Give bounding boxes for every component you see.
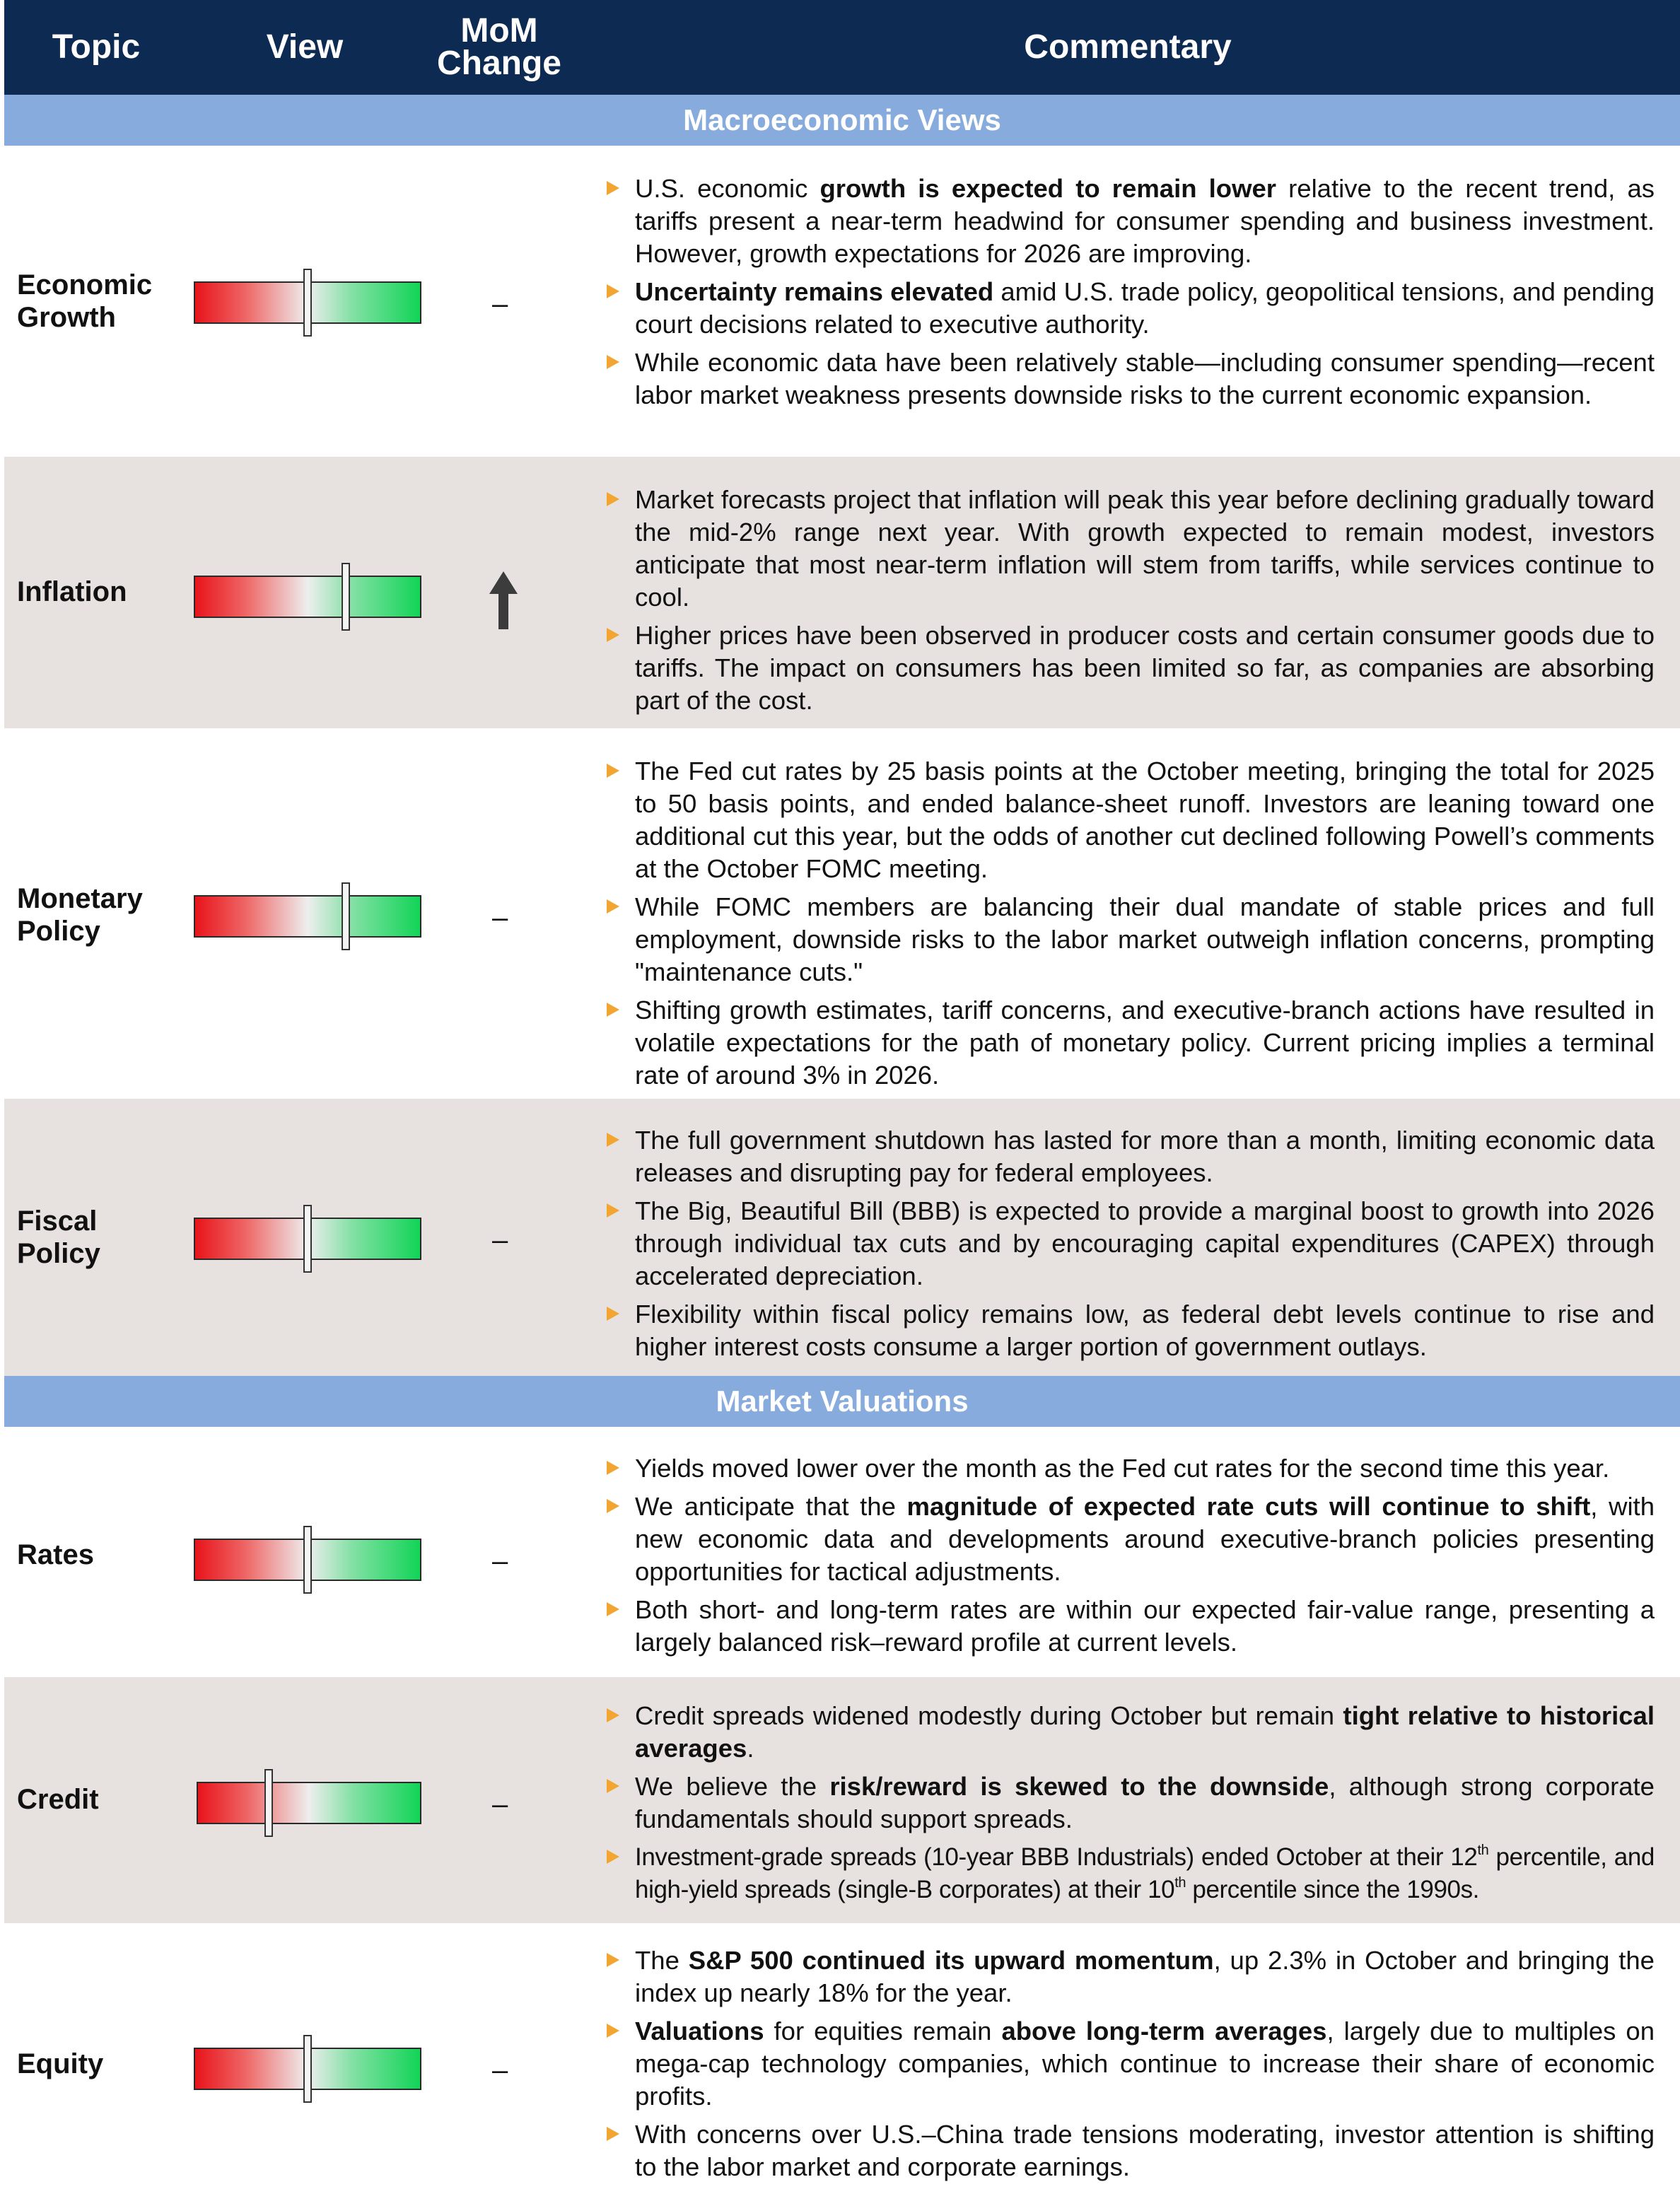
gauge-needle [303,269,312,337]
topic-label [17,269,152,334]
text: , up 2.3% in October and bringing the index up nearly 18% for the year. [635,1946,1655,2007]
commentary-list [601,173,1655,417]
topic-label: Equity [17,2048,104,2079]
commentary-bullet: The Fed cut rates by 25 basis points at the October meeting, bringing the total for 2025 to 50 basis points, and ended balance-sheet runoff. Investors are leaning toward one additional cut this year, but the odds of another cut declined following Powell’s comments at the October FOMC meeting. [601,755,1655,885]
text: , largely due to multiples on mega-cap technology companies, which continue to increase their share of economic profits. [635,2017,1655,2111]
view-gauge [194,1539,421,1581]
topic-line: Fiscal [17,1206,98,1237]
header-mom-line1: MoM [460,12,538,49]
topic-label: Credit [17,1784,99,1815]
commentary-bullet [601,1944,1655,2009]
topic-label: Rates [17,1539,94,1570]
commentary-bullet: Market forecasts project that inflation will peak this year before declining gradually toward the mid-2% range next year. With growth expected to remain modest, investors anticipate that most near-term inflation will stem from tariffs, while services continue to cool. [601,484,1655,614]
topic-label [17,882,143,947]
text: The [635,1946,689,1975]
row-inflation [4,457,1680,728]
commentary-bullet: The Big, Beautiful Bill (BBB) is expected to provide a marginal boost to growth into 2026 through individual tax cuts and by encouraging capital expenditures (CAPEX) through accelerated depreciation. [601,1195,1655,1292]
up-arrow-icon [489,571,518,629]
commentary-bullet [601,173,1655,270]
gauge-needle [342,563,350,631]
mom-change-value: – [492,902,508,933]
emphasis: S&P 500 continued its upward momentum [688,1946,1214,1975]
text: for equities remain [764,2017,1002,2045]
view-gauge [194,2048,421,2090]
commentary-list [601,1700,1655,1912]
commentary-bullet [601,2015,1655,2113]
view-gauge [194,576,421,618]
row-fiscal-policy [4,1099,1680,1376]
emphasis: risk/reward is skewed to the downside [829,1772,1329,1801]
commentary-bullet: Both short- and long-term rates are within our expected fair-value range, presenting a largely balanced risk–reward profile at current levels. [601,1594,1655,1659]
commentary-bullet: With concerns over U.S.–China trade tensions moderating, investor attention is shifting to the labor market and corporate earnings. [601,2118,1655,2183]
mom-change-value: – [492,1225,508,1256]
header-mom-line2: Change [436,45,561,82]
emphasis: growth is expected to remain lower [819,174,1276,203]
text: We anticipate that the [635,1492,907,1521]
row-monetary-policy [4,728,1680,1099]
text: , although strong corporate fundamentals should support spreads. [635,1772,1655,1833]
topic-line: Growth [17,302,116,333]
text: . [747,1734,754,1763]
commentary-bullet [601,1490,1655,1588]
commentary-bullet: Yields moved lower over the month as the Fed cut rates for the second time this year. [601,1452,1655,1485]
section-macroeconomic-views: Macroeconomic Views [4,95,1680,146]
text: amid U.S. trade policy, geopolitical tensions, and pending court decisions related to executive authority. [635,277,1655,339]
header-mom-change [428,0,570,95]
commentary-bullet [601,276,1655,341]
topic-line: Monetary [17,883,143,914]
superscript: th [1174,1875,1186,1891]
view-gauge [194,1218,421,1260]
gauge-needle [303,1526,312,1594]
table-header [4,0,1680,95]
commentary-bullet [601,1770,1655,1836]
row-rates [4,1427,1680,1677]
topic-label [17,1205,100,1270]
mom-change-value: – [492,2055,508,2086]
commentary-bullet: While FOMC members are balancing their dual mandate of stable prices and full employment, downside risks to the labor market outweigh inflation concerns, prompting "maintenance cuts." [601,891,1655,988]
commentary-list [601,1944,1655,2189]
header-commentary: Commentary [1024,28,1232,66]
emphasis: Uncertainty remains elevated [635,277,994,306]
view-gauge [194,281,421,324]
commentary-bullet: Shifting growth estimates, tariff concerns, and executive-branch actions have resulted in volatile expectations for the path of monetary policy. Current pricing implies a terminal rate of around 3% in 2026. [601,994,1655,1092]
view-gauge [197,1782,421,1824]
commentary-list [601,755,1655,1097]
commentary-bullet [601,1841,1655,1906]
text: U.S. economic [635,174,820,203]
commentary-bullet: Flexibility within fiscal policy remains low, as federal debt levels continue to rise and higher interest costs consume a larger portion of government outlays. [601,1298,1655,1363]
section-market-valuations: Market Valuations [4,1376,1680,1427]
text: percentile since the 1990s. [1186,1876,1479,1903]
emphasis: tight relative to historical averages [635,1701,1655,1763]
row-economic-growth [4,146,1680,457]
emphasis: magnitude of expected rate cuts will continue to shift [906,1492,1591,1521]
text: relative to the recent trend, as tariffs present a near-term headwind for consumer spending and business investment. However, growth expectations for 2026 are improving. [635,174,1655,268]
row-credit [4,1677,1680,1923]
emphasis: above long-term averages [1001,2017,1327,2045]
topic-line: Policy [17,916,100,947]
header-view: View [266,28,344,66]
commentary-list [601,1452,1655,1664]
gauge-needle [342,882,350,950]
mom-change-value: – [492,288,508,320]
emphasis: Valuations [635,2017,764,2045]
topic-label: Inflation [17,576,127,607]
gauge-needle [303,2035,312,2103]
superscript: th [1477,1843,1489,1859]
text: Investment-grade spreads (10-year BBB Industrials) ended October at their 12 [635,1843,1478,1871]
topic-line: Policy [17,1238,100,1269]
commentary-bullet: While economic data have been relatively stable—including consumer spending—recent labor market weakness presents downside risks to the current economic expansion. [601,346,1655,412]
mom-change-value: – [492,1546,508,1577]
text: Credit spreads widened modestly during October but remain [635,1701,1343,1730]
text: , with new economic data and developments around executive-branch policies presenting opportunities for tactical adjustments. [635,1492,1655,1586]
header-topic: Topic [52,28,141,66]
gauge-needle [303,1205,312,1273]
gauge-needle [264,1769,273,1837]
text: percentile, and high-yield spreads (single-B corporates) at their 10 [635,1843,1655,1903]
text: We believe the [635,1772,830,1801]
commentary-bullet [601,1700,1655,1765]
mom-change-value: – [492,1789,508,1820]
view-gauge [194,895,421,938]
commentary-list [601,484,1655,723]
commentary-bullet: The full government shutdown has lasted for more than a month, limiting economic data releases and disrupting pay for federal employees. [601,1124,1655,1189]
topic-line: Economic [17,269,153,300]
commentary-bullet: Higher prices have been observed in producer costs and certain consumer goods due to tariffs. The impact on consumers has been limited so far, as companies are absorbing part of the cost. [601,619,1655,717]
commentary-list [601,1124,1655,1369]
row-equity [4,1923,1680,2206]
